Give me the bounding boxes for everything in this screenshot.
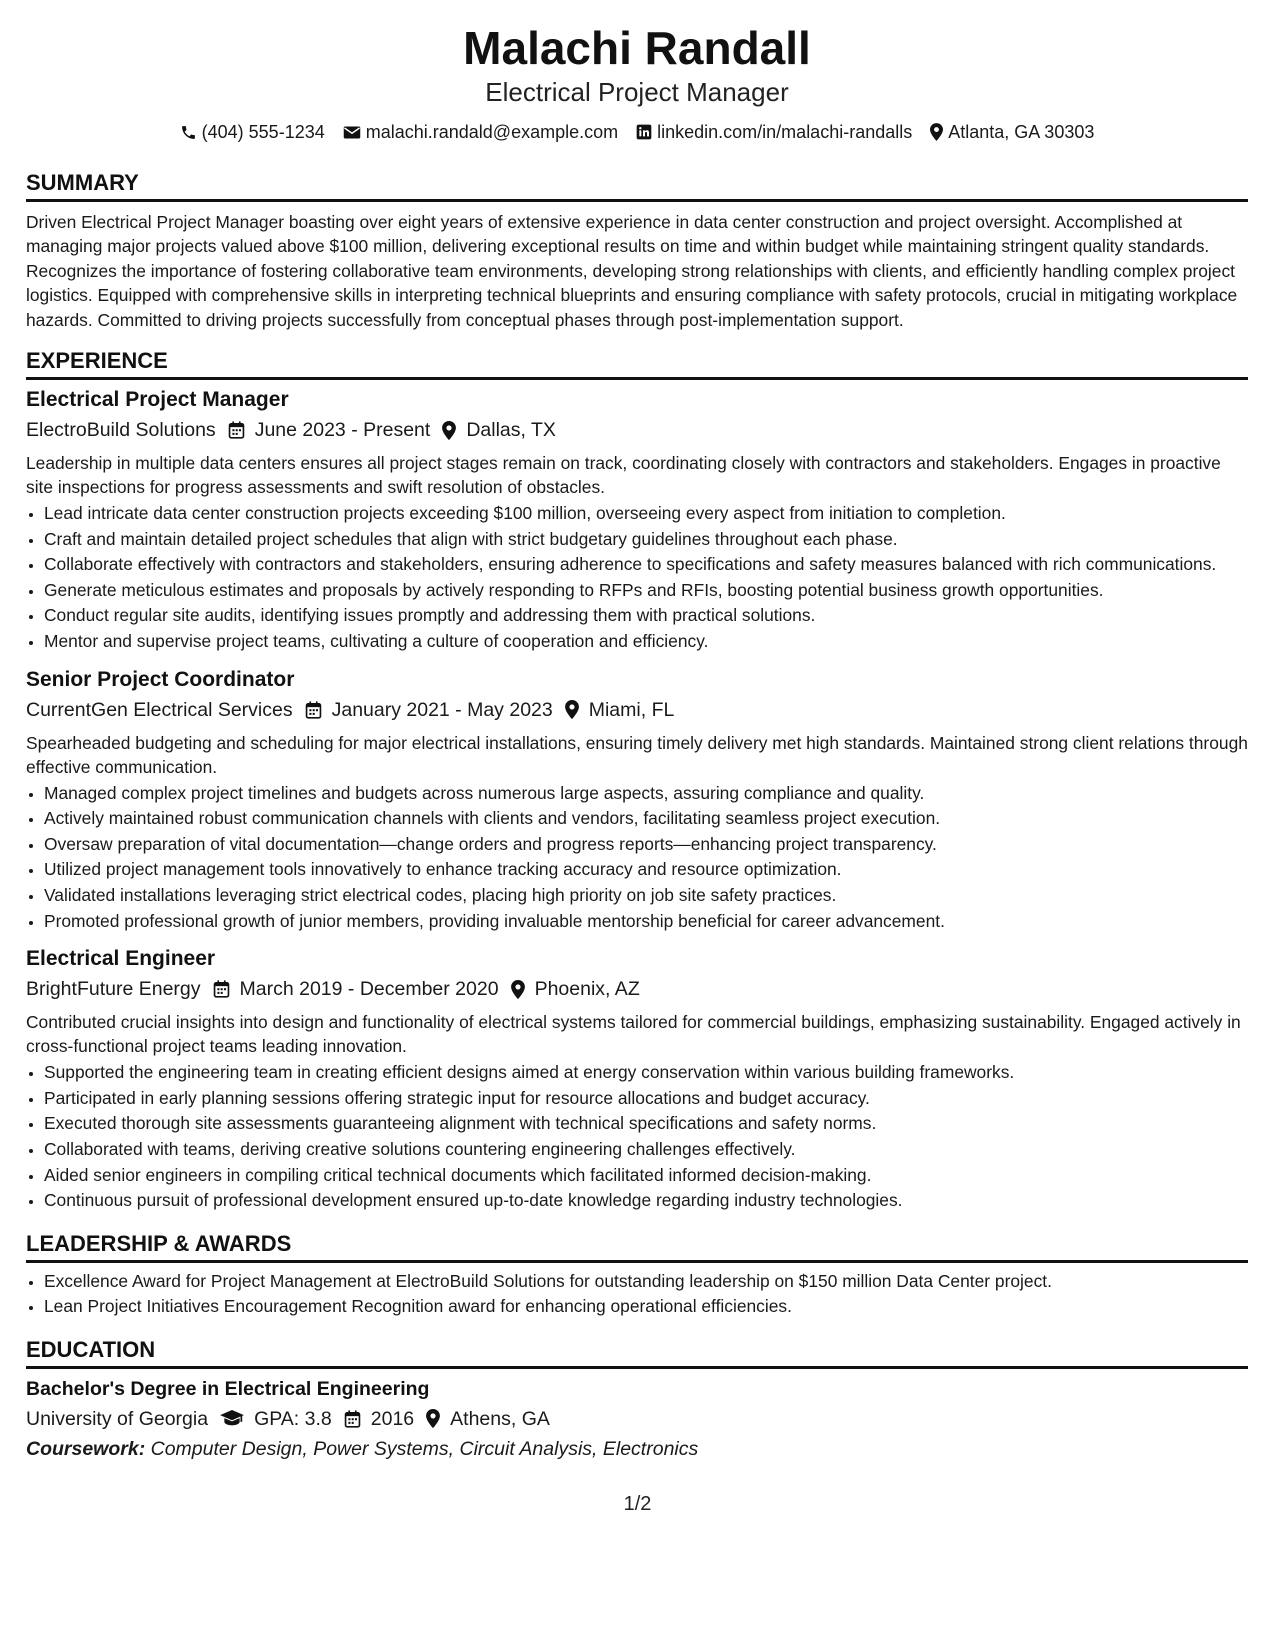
candidate-role: Electrical Project Manager: [485, 77, 789, 107]
awards-section: [26, 1231, 1248, 1319]
job-dates: June 2023 - Present: [254, 419, 431, 442]
list-item: • Generate meticulous estimates and proposals by actively responding to RFPs and RFIs, boosting potential business growth opportunities.: [44, 578, 1248, 603]
list-item: • Lead intricate data center construction projects exceeding $100 million, overseeing every aspect from initiation to completion.: [44, 501, 1248, 526]
list-item: • Supported the engineering team in creating efficient designs aimed at energy conservation within various building frameworks.: [44, 1060, 1248, 1085]
job-description: Contributed crucial insights into design and functionality of electrical systems tailored for commercial buildings, emphasizing sustainability. Engaged actively in cross-functional project teams leading innovation.: [26, 1012, 1241, 1057]
job-bullets: [26, 501, 1248, 654]
contact-location: [930, 120, 1094, 144]
graduation-cap-icon: [220, 1410, 244, 1427]
phone-icon: [180, 124, 197, 141]
list-item: • Craft and maintain detailed project schedules that align with strict budgetary guidelines throughout each phase.: [44, 527, 1248, 552]
linkedin-icon: [636, 124, 652, 140]
job-title: Senior Project Coordinator: [26, 667, 295, 691]
calendar-icon: [228, 421, 245, 439]
job-entry: [26, 666, 1248, 934]
contact-phone: [180, 120, 325, 144]
job-title: Electrical Project Manager: [26, 388, 289, 412]
awards-heading: LEADERSHIP & AWARDS: [26, 1231, 1248, 1263]
calendar-icon: [344, 1410, 361, 1428]
list-item: • Utilized project management tools innovatively to enhance tracking accuracy and resource optimization.: [44, 857, 1248, 882]
location-text: Atlanta, GA 30303: [948, 122, 1095, 142]
contact-linkedin[interactable]: [636, 120, 912, 144]
email-link[interactable]: malachi.randald@example.com: [365, 122, 619, 142]
summary-text: Driven Electrical Project Manager boasting over eight years of extensive experience in data center construction and project oversight. Accomplished at managing major projects valued above $100 million, delivering exceptional results on time and within budget while maintaining stringent quality standards. Recognizes the importance of fostering collaborative team environments, developing strong relationships with clients, and efficiently handling complex project logistics. Equipped with comprehensive skills in interpreting technical blueprints and ensuring compliance with safety protocols, crucial in mitigating workplace hazards. Committed to driving projects successfully from conceptual phases through post-implementation support.: [26, 212, 1238, 330]
list-item: • Continuous pursuit of professional development ensured up-to-date knowledge regarding industry technologies.: [44, 1188, 1248, 1213]
map-pin-icon: [565, 700, 579, 719]
coursework-list: Computer Design, Power Systems, Circuit Analysis, Electronics: [150, 1437, 699, 1460]
job-entry: [26, 945, 1248, 1213]
list-item: • Oversaw preparation of vital documentation—change orders and progress reports—enhancing project transparency.: [44, 832, 1248, 857]
list-item: • Promoted professional growth of junior members, providing invaluable mentorship beneficial for career advancement.: [44, 909, 1248, 934]
coursework: [26, 1434, 1248, 1464]
job-company: ElectroBuild Solutions: [26, 419, 216, 442]
job-title: Electrical Engineer: [26, 947, 216, 971]
degree-title: Bachelor's Degree in Electrical Engineering: [26, 1377, 430, 1400]
summary-heading: SUMMARY: [26, 170, 1248, 202]
job-meta: [26, 415, 1248, 445]
education-section: [26, 1337, 1248, 1464]
calendar-icon: [305, 701, 322, 719]
job-dates: January 2021 - May 2023: [331, 698, 553, 721]
job-location: Phoenix, AZ: [534, 978, 640, 1001]
list-item: • Collaborated with teams, deriving creative solutions countering engineering challenges effectively.: [44, 1137, 1248, 1162]
graduation-year: 2016: [370, 1407, 415, 1430]
education-heading: EDUCATION: [26, 1337, 1248, 1369]
list-item: • Actively maintained robust communication channels with clients and vendors, facilitating seamless project execution.: [44, 806, 1248, 831]
page-number: 1/2: [623, 1493, 652, 1515]
list-item: • Executed thorough site assessments guaranteeing alignment with technical specifications and safety norms.: [44, 1111, 1248, 1136]
map-pin-icon: [511, 980, 525, 999]
resume-page: [26, 20, 1248, 1464]
school-name: University of Georgia: [26, 1407, 209, 1430]
education-meta: [26, 1404, 1248, 1434]
awards-list: [26, 1269, 1248, 1319]
map-pin-icon: [930, 123, 943, 141]
list-item: • Managed complex project timelines and budgets across numerous large aspects, assuring compliance and quality.: [44, 781, 1248, 806]
job-bullets: [26, 781, 1248, 934]
phone-text: (404) 555-1234: [201, 122, 325, 142]
list-item: • Mentor and supervise project teams, cultivating a culture of cooperation and efficiency.: [44, 629, 1248, 654]
list-item: • Lean Project Initiatives Encouragement Recognition award for enhancing operational efficiencies.: [44, 1294, 1248, 1319]
list-item: • Conduct regular site audits, identifying issues promptly and addressing them with practical solutions.: [44, 603, 1248, 628]
job-meta: [26, 974, 1248, 1004]
gpa: GPA: 3.8: [254, 1407, 332, 1430]
resume-header: [26, 20, 1248, 144]
job-bullets: [26, 1060, 1248, 1213]
job-location: Dallas, TX: [466, 419, 556, 442]
job-company: CurrentGen Electrical Services: [26, 698, 293, 721]
education-entry: [26, 1375, 1248, 1464]
contact-row: [26, 120, 1248, 144]
summary-section: [26, 170, 1248, 332]
candidate-name: Malachi Randall: [463, 22, 811, 74]
list-item: • Collaborate effectively with contractors and stakeholders, ensuring adherence to specifications and safety measures balanced with rich communications.: [44, 552, 1248, 577]
linkedin-link[interactable]: linkedin.com/in/malachi-randalls: [657, 122, 913, 142]
experience-heading: EXPERIENCE: [26, 348, 1248, 380]
envelope-icon: [343, 125, 361, 140]
job-description: Leadership in multiple data centers ensures all project stages remain on track, coordinating closely with contractors and stakeholders. Engages in proactive site inspections for progress assessments and swift resolution of obstacles.: [26, 453, 1221, 498]
job-company: BrightFuture Energy: [26, 978, 201, 1001]
coursework-label: Coursework:: [26, 1437, 146, 1460]
list-item: • Validated installations leveraging strict electrical codes, placing high priority on job site safety practices.: [44, 883, 1248, 908]
experience-section: [26, 348, 1248, 1213]
job-description: Spearheaded budgeting and scheduling for major electrical installations, ensuring timely delivery met high standards. Maintained strong client relations through effective communication.: [26, 732, 1248, 777]
calendar-icon: [213, 980, 230, 998]
map-pin-icon: [426, 1409, 440, 1428]
contact-email[interactable]: [343, 120, 618, 144]
list-item: • Aided senior engineers in compiling critical technical documents which facilitated informed decision-making.: [44, 1163, 1248, 1188]
school-location: Athens, GA: [450, 1407, 550, 1430]
list-item: • Participated in early planning sessions offering strategic input for resource allocations and budget accuracy.: [44, 1086, 1248, 1111]
job-meta: [26, 695, 1248, 725]
map-pin-icon: [442, 421, 456, 440]
job-location: Miami, FL: [588, 698, 675, 721]
job-dates: March 2019 - December 2020: [239, 978, 499, 1001]
list-item: • Excellence Award for Project Management at ElectroBuild Solutions for outstanding leadership on $150 million Data Center project.: [44, 1269, 1248, 1294]
job-entry: [26, 386, 1248, 654]
